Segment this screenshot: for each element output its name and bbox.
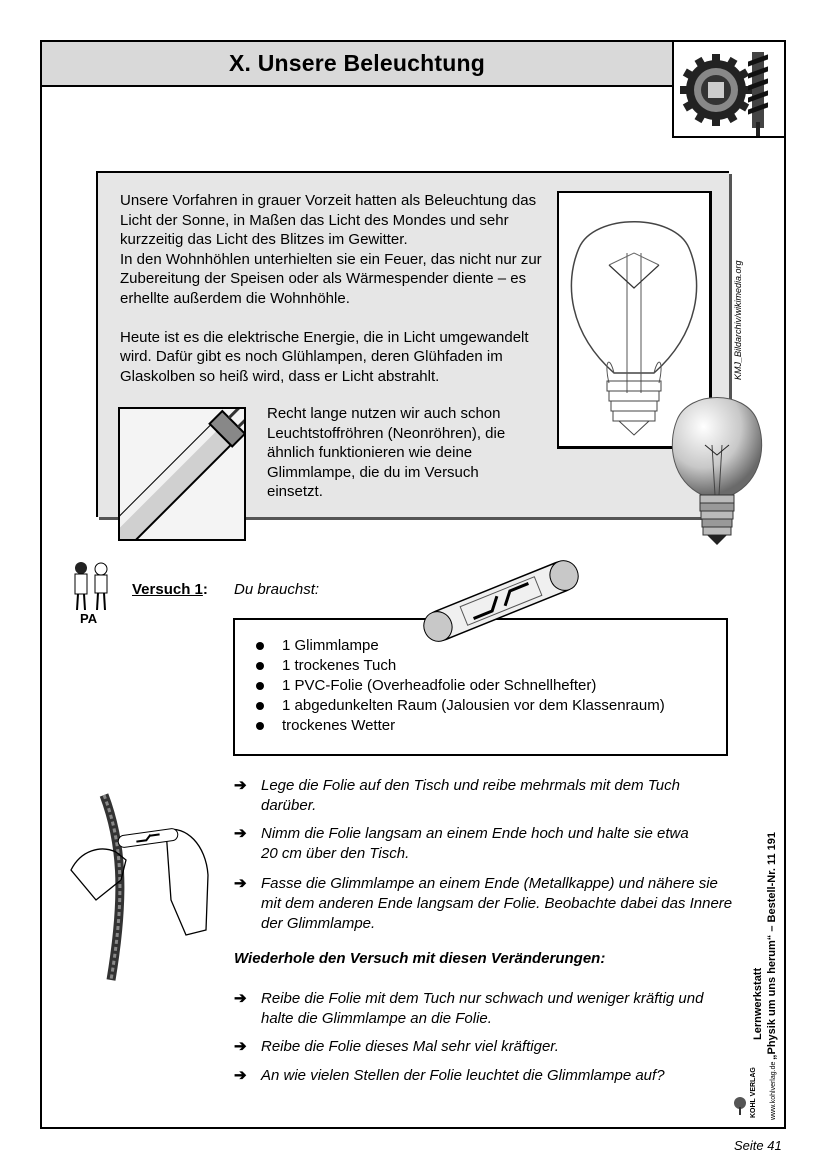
gears-image xyxy=(672,40,786,138)
step-text: Nimm die Folie langsam an einem Ende hoch und halte sie etwa 20 cm über den Tisch. xyxy=(261,825,689,862)
step-5 xyxy=(234,1037,734,1057)
needs-label: Du brauchst: xyxy=(234,581,320,598)
versuch-label: Versuch 1 xyxy=(132,581,203,598)
intro-paragraph xyxy=(120,191,550,308)
arrow-icon: ➔ xyxy=(234,990,247,1007)
step-text: An wie vielen Stellen der Folie leuchtet die Glimmlampe auf? xyxy=(261,1067,665,1084)
bullet-icon xyxy=(256,682,264,690)
bulb-photo xyxy=(667,385,767,550)
photo-credit: KMJ_Bildarchiv/wikimedia.org xyxy=(733,260,743,380)
step-3 xyxy=(234,874,734,934)
material-text: 1 abgedunkelten Raum (Jalousien vor dem Klassenraum) xyxy=(282,697,665,714)
bullet-icon xyxy=(256,642,264,650)
step-text: Fasse die Glimmlampe an einem Ende (Metallkappe) und nähere sie mit dem anderen Ende langsam der Folie. Beobachte dabei das Innere der Glimmlampe. xyxy=(261,875,733,932)
list-item xyxy=(256,696,665,716)
materials-list xyxy=(256,636,665,736)
page-number: Seite 41 xyxy=(734,1138,782,1153)
bullet-icon xyxy=(256,662,264,670)
glow-lamp-image xyxy=(418,560,584,642)
intro-paragraph-1: Unsere Vorfahren in grauer Vorzeit hatten als Beleuchtung das Licht der Sonne, in Maßen das Licht des Mondes und sehr kurzzeitig das Licht des Blitzes im Gewitter. xyxy=(120,192,537,248)
arrow-icon: ➔ xyxy=(234,777,247,794)
page-title: X. Unsere Beleuchtung xyxy=(229,50,485,76)
step-6 xyxy=(234,1066,734,1086)
arrow-icon: ➔ xyxy=(234,1067,247,1084)
sidebar-publisher: Lernwerkstatt xyxy=(752,967,764,1040)
step-2 xyxy=(234,824,734,864)
bullet-icon xyxy=(256,702,264,710)
sidebar-title: „Physik um uns herum“ – Bestell-Nr. 11 191 xyxy=(766,831,778,1060)
intro-text xyxy=(120,191,550,406)
list-item xyxy=(256,656,665,676)
list-item xyxy=(256,676,665,696)
versuch-colon: : xyxy=(202,581,208,598)
step-text: Lege die Folie auf den Tisch und reibe mehrmals mit dem Tuch darüber. xyxy=(261,777,680,814)
arrow-icon: ➔ xyxy=(234,875,247,892)
step-1 xyxy=(234,776,734,816)
step-text: Reibe die Folie dieses Mal sehr viel kräftiger. xyxy=(261,1038,559,1055)
tube-text: Recht lange nutzen wir auch schon Leuchtstoffröhren (Neonröhren), die ähnlich funktionieren wie deine Glimmlampe, die du im Versuch einsetzt. xyxy=(267,405,506,500)
repeat-heading: Wiederhole den Versuch mit diesen Veränderungen: xyxy=(234,950,606,967)
gear-icon xyxy=(674,42,784,136)
partner-work-icon xyxy=(68,560,114,612)
intro-paragraph-3: Heute ist es die elektrische Energie, die in Licht umgewandelt wird. Dafür gibt es noch Glühlampen, deren Glühfaden im Glaskolben so heiß wird, dass er Licht abstrahlt. xyxy=(120,328,529,385)
versuch-heading xyxy=(132,581,208,598)
material-text: 1 PVC-Folie (Overheadfolie oder Schnellhefter) xyxy=(282,677,597,694)
publisher-logo xyxy=(732,1095,748,1117)
bullet-icon xyxy=(256,722,264,730)
sidebar-logo-text: KOHL VERLAG xyxy=(750,1067,757,1118)
pa-label: PA xyxy=(80,611,98,626)
material-text: trockenes Wetter xyxy=(282,717,396,734)
intro-paragraph-2: In den Wohnhöhlen unterhielten sie ein Feuer, das nicht nur zur Zubereitung der Speisen oder als Wärmespender diente – es erhellte außerdem die Wohnhöhle. xyxy=(120,250,542,307)
arrow-icon: ➔ xyxy=(234,1038,247,1055)
title-bar xyxy=(40,40,674,87)
step-text: Reibe die Folie mit dem Tuch nur schwach und weniger kräftig und halte die Glimmlampe an die Folie. xyxy=(261,990,704,1027)
arrow-icon: ➔ xyxy=(234,825,247,842)
list-item xyxy=(256,716,665,736)
sidebar-web: www.kohlverlag.de xyxy=(770,1061,777,1120)
fluorescent-tube-image xyxy=(118,407,246,541)
hands-holding-foil-image xyxy=(66,790,216,985)
step-4 xyxy=(234,989,734,1029)
material-text: 1 Glimmlampe xyxy=(282,637,379,654)
material-text: 1 trockenes Tuch xyxy=(282,657,397,674)
